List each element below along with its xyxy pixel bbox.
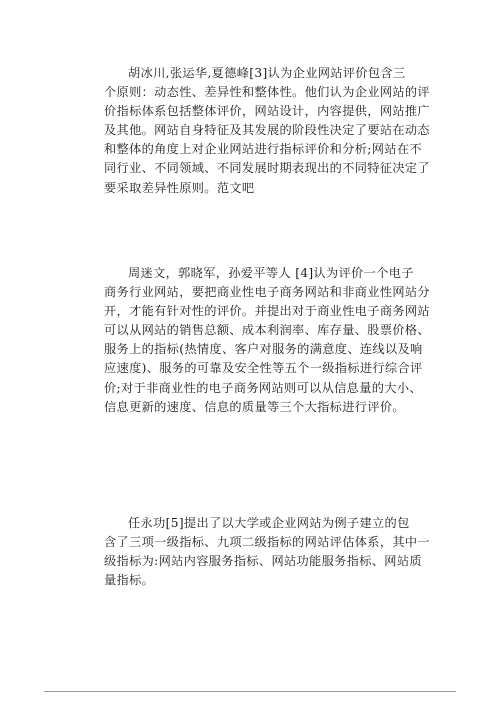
paragraph-line: 级指标为:网站内容服务指标、网站功能服务指标、网站质 (104, 554, 422, 569)
paragraph-line: 可以从网站的销售总额、成本利润率、库存量、股票价格、 (104, 323, 430, 338)
paragraph-line: 要采取差异性原则。范文吧 (104, 180, 255, 195)
paragraph-line: 应速度)、服务的可靠及安全性等五个一级指标进行综合评 (104, 361, 423, 376)
paragraph-3 (104, 514, 430, 590)
paragraph-2 (104, 264, 430, 417)
page-bottom-divider (44, 691, 456, 692)
paragraph-line: 价指标体系包括整体评价，网站设计，内容提供，网站推广 (104, 104, 430, 119)
paragraph-line: 商务行业网站，要把商业性电子商务网站和非商业性网站分 (104, 285, 430, 300)
paragraph-line: 量指标。 (104, 573, 155, 588)
paragraph-line: 个原则：动态性、差异性和整体性。他们认为企业网站的评 (104, 85, 430, 100)
paragraph-line: 服务上的指标(热情度、客户对服务的满意度、连线以及响 (104, 342, 423, 357)
paragraph-line: 同行业、不同领域、不同发展时期表现出的不同特征决定了 (104, 161, 430, 176)
paragraph-line: 信息更新的速度、信息的质量等三个大指标进行评价。 (104, 399, 405, 414)
paragraph-line: 和整体的角度上对企业网站进行指标评价和分析;网站在不 (104, 142, 422, 157)
paragraph-1 (104, 64, 430, 198)
paragraph-line: 价;对于非商业性的电子商务网站则可以从信息量的大小、 (104, 380, 422, 395)
paragraph-line: 及其他。网站自身特征及其发展的阶段性决定了要站在动态 (104, 123, 430, 138)
paragraph-line: 含了三项一级指标、九项二级指标的网站评估体系，其中一 (104, 535, 430, 550)
paragraph-line: 周迷文，郭晓军，孙爱平等人 [4]认为评价一个电子 (128, 266, 414, 280)
paragraph-line: 任永功[5]提出了以大学或企业网站为例子建立的包 (128, 516, 410, 530)
paragraph-line: 开，才能有针对性的评价。并提出对于商业性电子商务网站 (104, 304, 430, 319)
paragraph-line: 胡冰川,张运华,夏德峰[3]认为企业网站评价包含三 (128, 66, 406, 80)
